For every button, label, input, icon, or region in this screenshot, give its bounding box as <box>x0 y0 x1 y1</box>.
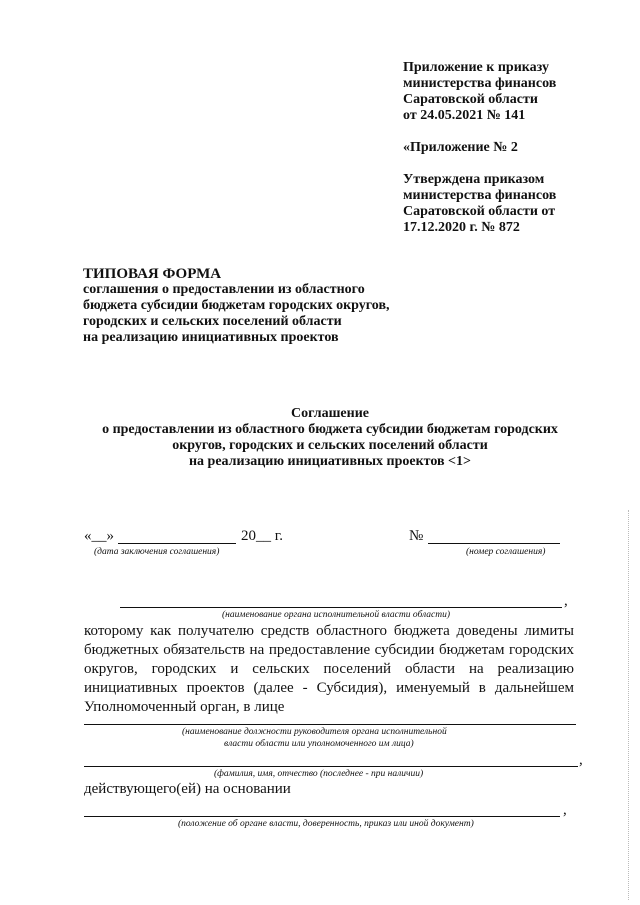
authority-name-line[interactable] <box>120 607 562 608</box>
full-name-line[interactable] <box>84 766 578 767</box>
paragraph-line: бюджетных обязательств на предоставление субсидии бюджетам городских <box>84 642 574 658</box>
paragraph-line: инициативных проектов (далее - Субсидия), именуемый в дальнейшем <box>84 680 574 696</box>
comma: , <box>579 752 583 768</box>
position-line[interactable] <box>84 724 576 725</box>
number-caption: (номер соглашения) <box>466 547 546 557</box>
approved-line: Утверждена приказом <box>403 172 545 187</box>
form-header <box>83 266 503 346</box>
agreement-title-line: о предоставлении из областного бюджета субсидии бюджетам городских <box>102 422 558 437</box>
position-caption: власти области или уполномоченного им лица) <box>224 739 414 749</box>
number-line[interactable] <box>428 543 560 544</box>
comma: , <box>563 802 567 818</box>
appendix-line: Саратовской области <box>403 92 538 107</box>
name-caption: (фамилия, имя, отчество (последнее - при наличии) <box>214 769 424 779</box>
appendix-line: от 24.05.2021 № 141 <box>403 108 526 123</box>
approved-line: министерства финансов <box>403 188 557 203</box>
date-month-line[interactable] <box>118 543 236 544</box>
date-caption: (дата заключения соглашения) <box>94 547 220 557</box>
approved-line: 17.12.2020 г. № 872 <box>403 220 520 235</box>
agreement-title-line: на реализацию инициативных проектов <1> <box>188 454 472 469</box>
paragraph-line: Уполномоченный орган, в лице <box>84 699 285 715</box>
date-open: «__» <box>84 528 114 544</box>
number-sign: № <box>409 528 424 544</box>
basis-caption: (положение об органе власти, доверенность, приказ или иной документ) <box>178 819 474 829</box>
basis-line[interactable] <box>84 816 560 817</box>
agreement-title <box>60 406 600 470</box>
paragraph-line: округов, городских и сельских поселений области на реализацию <box>84 661 574 677</box>
appendix-line: министерства финансов <box>403 76 557 91</box>
form-header-line: на реализацию инициативных проектов <box>83 330 339 345</box>
scan-edge <box>628 510 630 900</box>
appendix-number: «Приложение № 2 <box>403 140 518 155</box>
main-paragraph <box>84 622 574 717</box>
paragraph-line: которому как получателю средств областного бюджета доведены лимиты <box>84 623 574 639</box>
approved-line: Саратовской области от <box>403 204 556 219</box>
appendix-line: Приложение к приказу <box>403 60 549 75</box>
position-caption: (наименование должности руководителя органа исполнительной <box>182 727 447 737</box>
agreement-title-line: округов, городских и сельских поселений области <box>172 438 488 453</box>
form-header-line: соглашения о предоставлении из областного <box>83 282 365 297</box>
form-header-line: городских и сельских поселений области <box>83 314 342 329</box>
form-title: ТИПОВАЯ ФОРМА <box>83 266 222 282</box>
appendix-block <box>403 60 633 236</box>
agreement-heading: Соглашение <box>291 406 369 421</box>
basis-text: действующего(ей) на основании <box>84 781 291 797</box>
comma: , <box>564 593 568 609</box>
form-header-line: бюджета субсидии бюджетам городских округов, <box>83 298 390 313</box>
authority-caption: (наименование органа исполнительной власти области) <box>222 610 451 620</box>
date-year: 20__ г. <box>241 528 283 544</box>
